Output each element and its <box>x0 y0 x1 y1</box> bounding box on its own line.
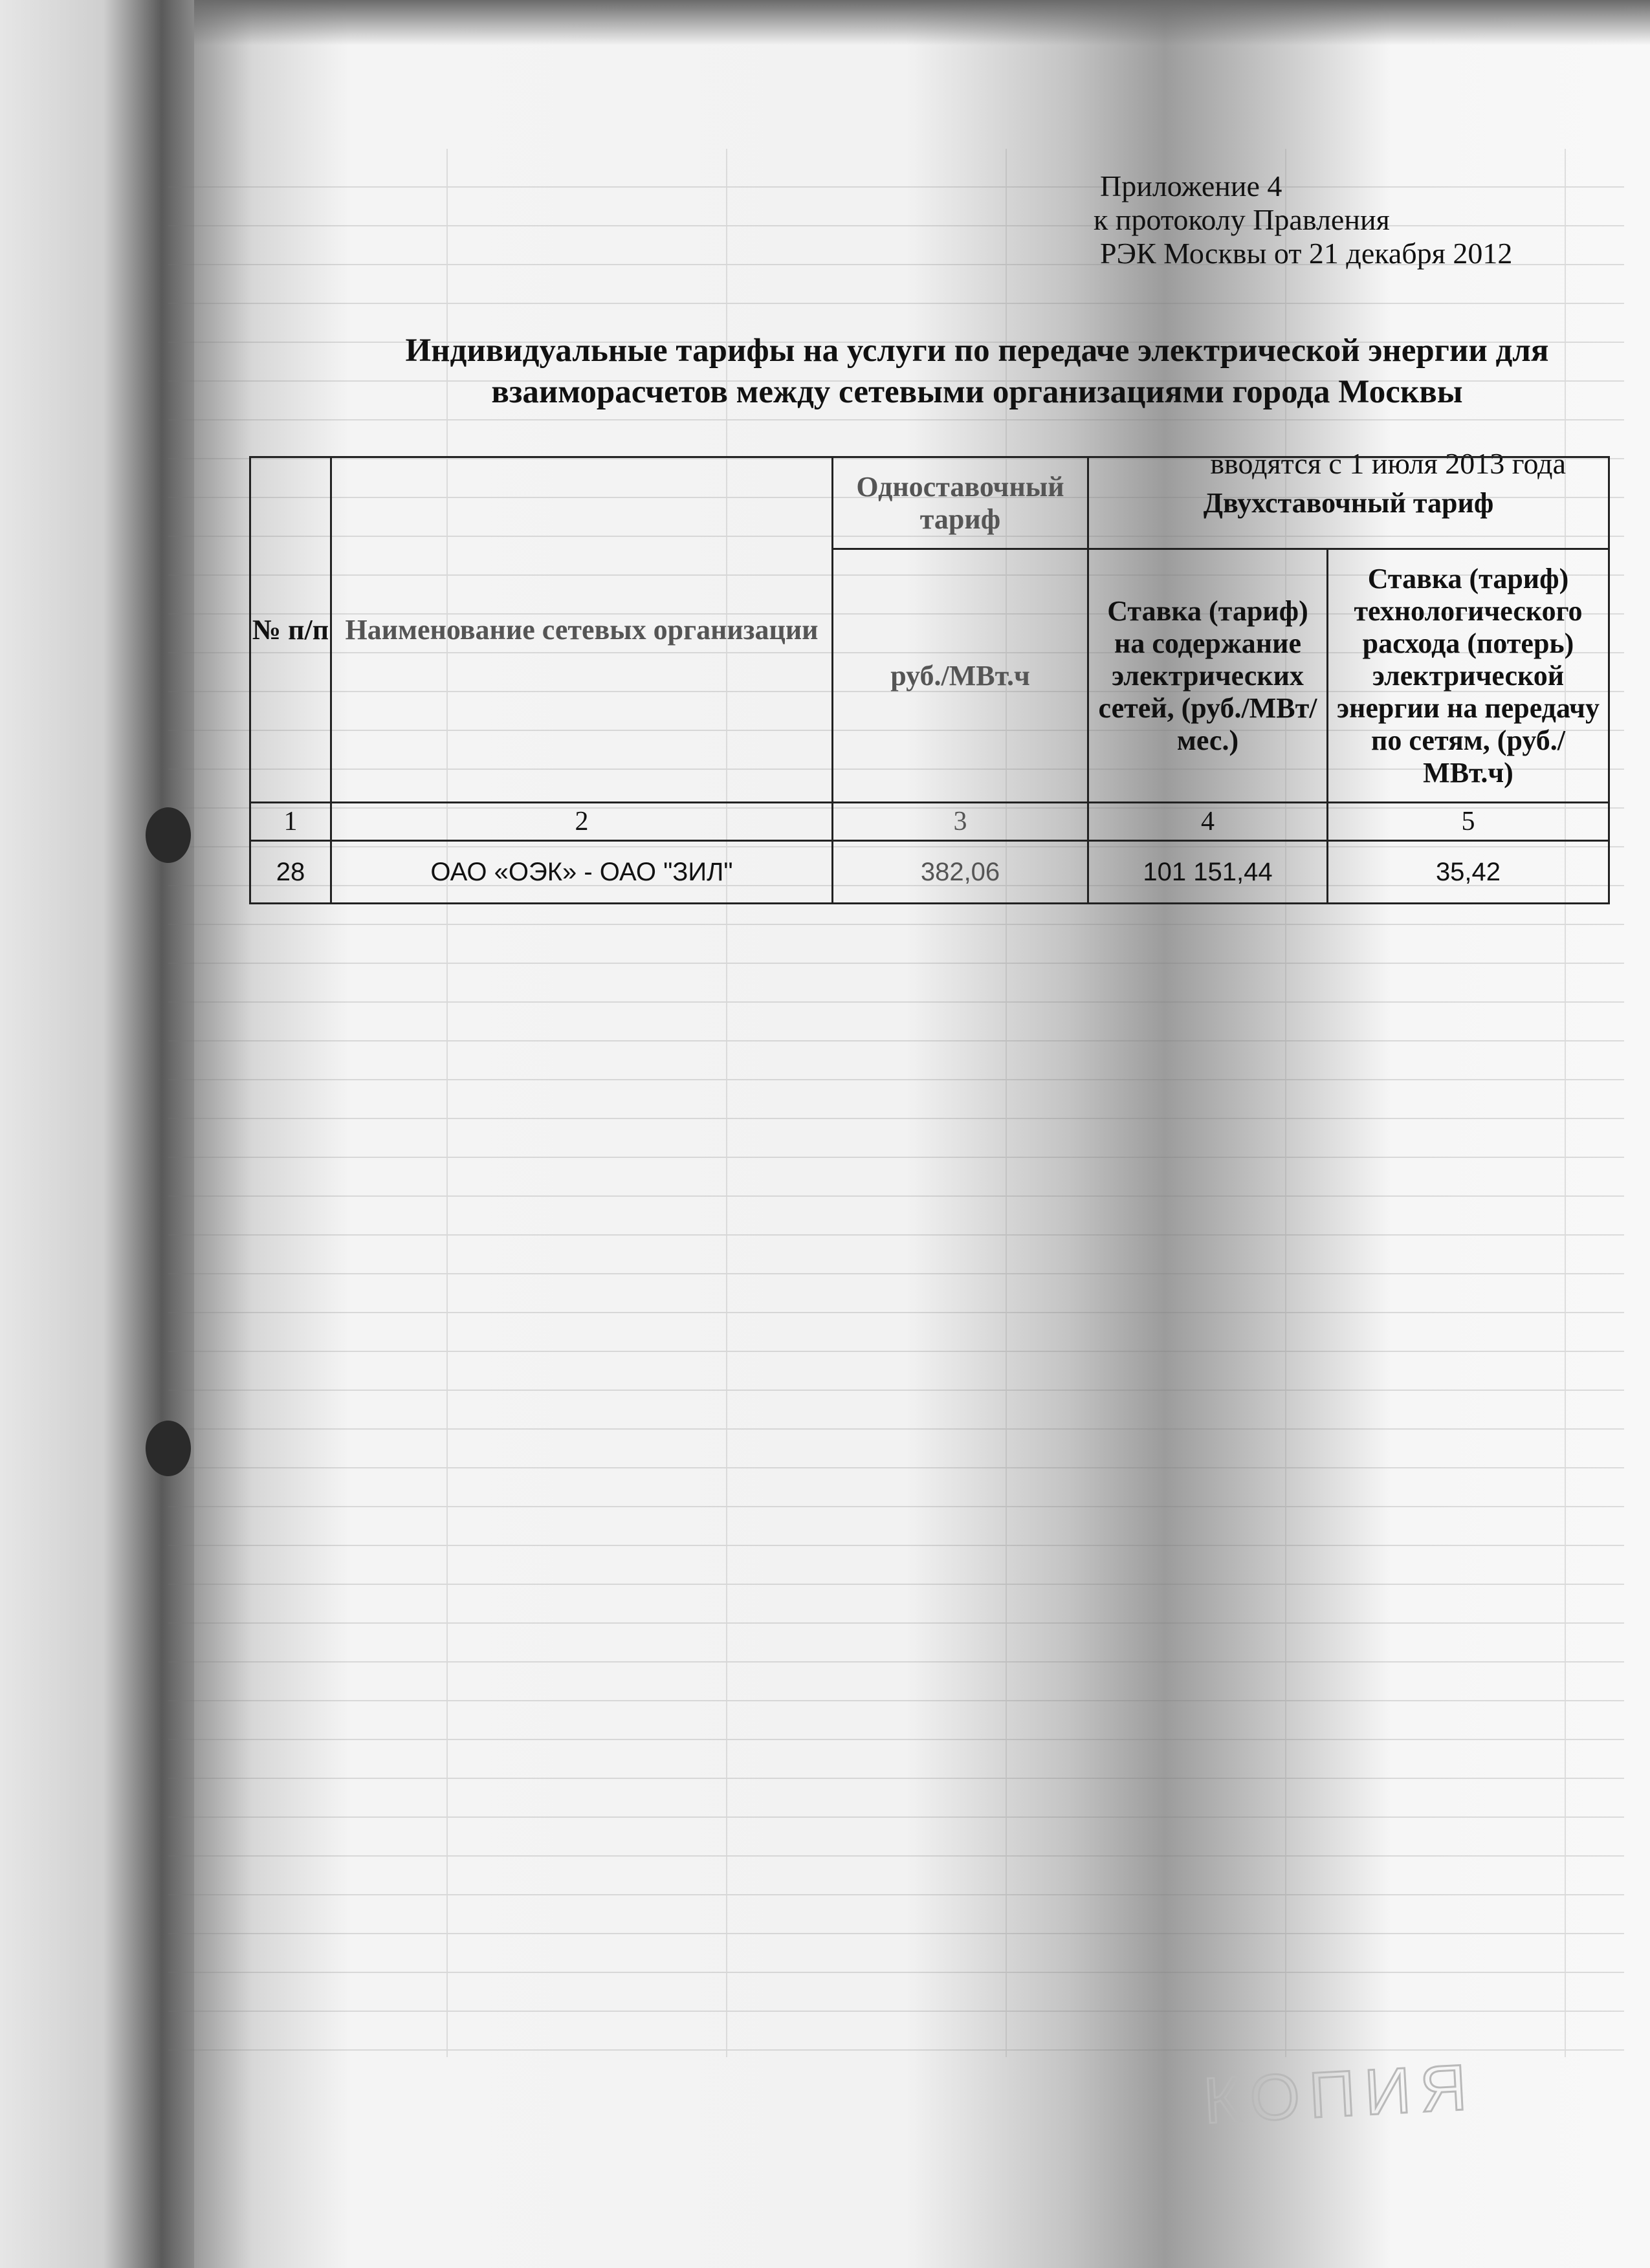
header-number: № п/п <box>250 457 331 803</box>
column-number-row <box>250 803 1609 841</box>
column-number: 5 <box>1328 803 1609 841</box>
protocol-date: РЭК Москвы от 21 декабря 2012 <box>1100 237 1513 270</box>
header-loss-rate: Ставка (тариф) технологического расхода (потерь) электрической энергии на передачу по сетям, (руб./МВт.ч) <box>1328 549 1609 803</box>
bleed-through-table <box>168 149 1624 2057</box>
row-number: 28 <box>250 841 331 904</box>
tariff-table <box>249 456 1610 904</box>
appendix-header <box>1094 169 1512 270</box>
row-loss-rate: 35,42 <box>1328 841 1609 904</box>
header-single-rate-unit: руб./МВт.ч <box>833 549 1088 803</box>
row-org-name: ОАО «ОЭК» - ОАО "ЗИЛ" <box>331 841 833 904</box>
binder-hole <box>146 807 191 863</box>
column-number: 4 <box>1088 803 1328 841</box>
header-maintenance-rate: Ставка (тариф) на содержание электрических сетей, (руб./МВт/мес.) <box>1088 549 1328 803</box>
row-single-rate: 382,06 <box>833 841 1088 904</box>
binder-hole <box>146 1421 191 1476</box>
protocol-reference: к протоколу Правления <box>1094 203 1390 236</box>
row-maintenance-rate: 101 151,44 <box>1088 841 1328 904</box>
column-number: 3 <box>833 803 1088 841</box>
column-number: 2 <box>331 803 833 841</box>
column-number: 1 <box>250 803 331 841</box>
appendix-number: Приложение 4 <box>1100 169 1282 202</box>
document-title <box>330 330 1624 413</box>
copy-stamp: КОПИЯ <box>1202 2051 1478 2137</box>
table-row <box>250 841 1609 904</box>
header-two-rate: Двухставочный тариф <box>1088 457 1609 549</box>
scan-left-shadow <box>0 0 194 2268</box>
effective-date: вводятся с 1 июля 2013 года <box>1210 447 1566 480</box>
title-line: Индивидуальные тарифы на услуги по передаче электрической энергии для <box>405 333 1549 369</box>
title-line: взаиморасчетов между сетевыми организациями города Москвы <box>491 374 1463 410</box>
header-single-rate: Одноставочный тариф <box>833 457 1088 549</box>
header-org-name: Наименование сетевых организации <box>331 457 833 803</box>
